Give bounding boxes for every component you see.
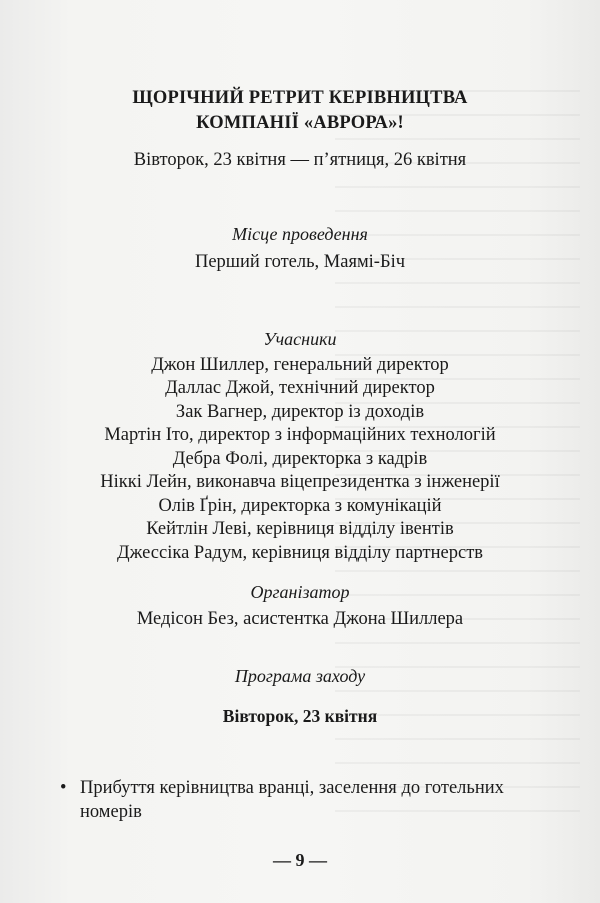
event-dates: Вівторок, 23 квітня — п’ятниця, 26 квітня [133,150,467,170]
program-bullet-item [58,776,540,824]
organizer-value: Медісон Без, асистентка Джона Шиллера [136,609,464,629]
program-bullet-list [58,776,540,824]
participant-item: Кейтлін Леві, керівниця відділу івентів [146,519,454,539]
page-content [48,86,552,728]
program-heading: Програма заходу [234,665,366,686]
bullet-icon: • [60,778,67,798]
participants-list [48,354,552,566]
venue-heading: Місце проведення [232,224,368,244]
participant-item: Ніккі Лейн, виконавча віцепрезидентка з інженерії [100,472,500,492]
participant-item: Джон Шиллер, генеральний директор [151,354,449,375]
participant-item: Олів Ґрін, директорка з комунікацій [158,495,442,516]
participant-item: Даллас Джой, технічний директор [165,378,435,398]
title-line-2: КОМПАНІЇ «АВРОРА»! [196,113,404,133]
participant-item: Зак Вагнер, директор із доходів [175,401,425,422]
program-bullet-text: Прибуття керівництва вранці, заселення до готельних номерів [80,778,504,822]
participant-item: Мартін Іто, директор з інформаційних технологій [104,425,496,445]
organizer-heading: Організатор [250,582,350,602]
page-number: — 9 — [273,850,327,870]
participant-item: Джессіка Радум, керівниця відділу партнерств [116,542,484,563]
venue-value: Перший готель, Маямі-Біч [194,252,406,272]
participants-heading: Учасники [263,328,337,349]
participant-item: Дебра Фолі, директорка з кадрів [172,448,428,469]
title-line-1: ЩОРІЧНИЙ РЕТРИТ КЕРІВНИЦТВА [132,88,468,108]
program-day-heading: Вівторок, 23 квітня [222,705,378,726]
